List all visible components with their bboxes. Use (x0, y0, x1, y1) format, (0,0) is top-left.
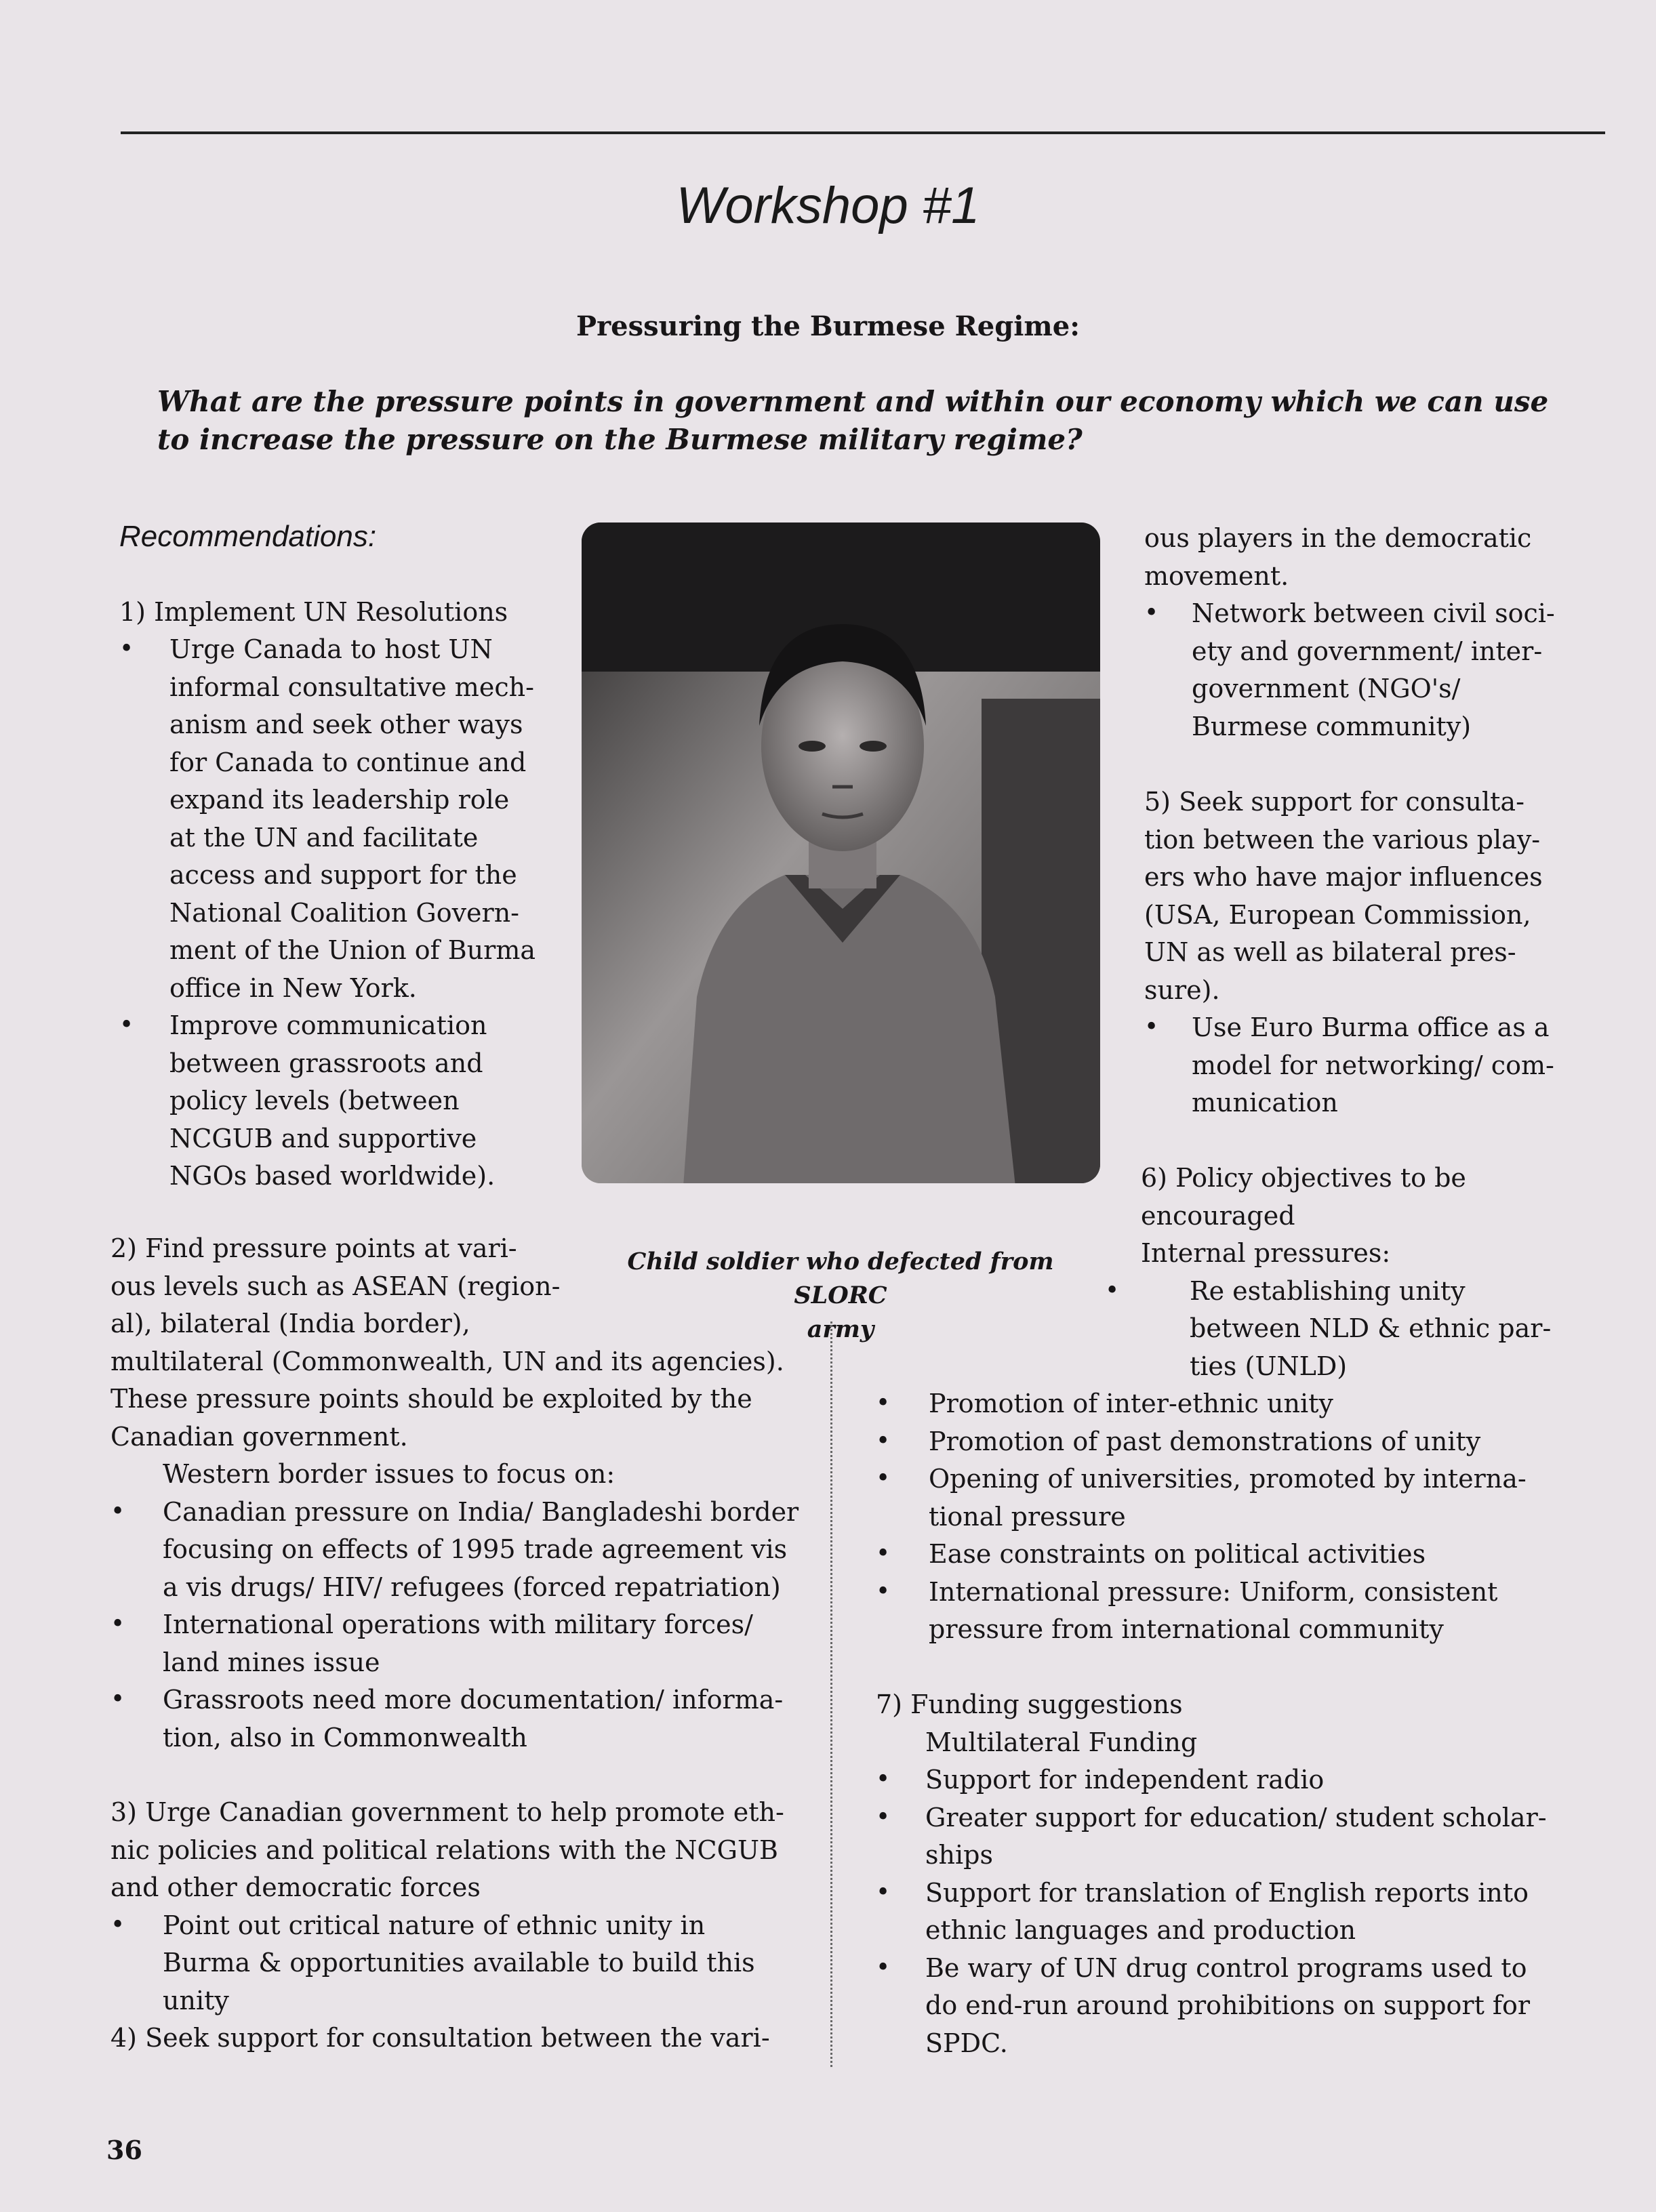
column-divider (830, 1322, 832, 2067)
text-line: policy levels (between (169, 1086, 460, 1115)
text-line: access and support for the (169, 860, 517, 890)
text-line: tional pressure (929, 1502, 1126, 1532)
text-line: for Canada to continue and (169, 747, 527, 777)
bullet-dot: • (110, 1610, 125, 1638)
text-line: Internal pressures: (1141, 1238, 1391, 1268)
text-line: Burmese community) (1192, 712, 1472, 741)
text-line: model for networking/ com- (1192, 1050, 1554, 1080)
text-line: Burma & opportunities available to build this (163, 1948, 755, 1978)
text-line: government (NGO's/ (1192, 674, 1461, 703)
text-line: ous levels such as ASEAN (region- (110, 1271, 561, 1301)
text-line: land mines issue (163, 1647, 380, 1677)
text-line: munication (1192, 1088, 1338, 1118)
workshop-subtitle: Pressuring the Burmese Regime: (576, 310, 1080, 342)
question-line: to increase the pressure on the Burmese military regime? (157, 423, 1083, 456)
text-line: Re establishing unity (1190, 1276, 1466, 1306)
text-line: ers who have major influences (1144, 862, 1543, 892)
text-line: Network between civil soci- (1192, 598, 1555, 628)
recommendations-label: Recommendations: (119, 520, 377, 553)
text-line: anism and seek other ways (169, 710, 523, 739)
bullet-dot: • (110, 1498, 125, 1525)
bullet-dot: • (876, 1803, 891, 1831)
text-line: Ease constraints on political activities (929, 1539, 1426, 1569)
text-line: Promotion of past demonstrations of unity (929, 1427, 1481, 1456)
text-line: nic policies and political relations with the NCGUB (110, 1835, 778, 1865)
bullet-dot: • (110, 1685, 125, 1713)
bullet-dot: • (876, 1578, 891, 1605)
text-line: Point out critical nature of ethnic unity in (163, 1910, 706, 1940)
bullet-dot: • (119, 635, 134, 663)
text-line: between grassroots and (169, 1048, 483, 1078)
text-line: UN as well as bilateral pres- (1144, 937, 1516, 967)
text-line: unity (163, 1986, 229, 2015)
guiding-question (157, 383, 1554, 459)
text-line: ties (UNLD) (1190, 1351, 1348, 1381)
text-line: (USA, European Commission, (1144, 900, 1531, 930)
bullet-dot: • (876, 1954, 891, 1982)
page-title: Workshop #1 (676, 177, 980, 234)
text-line: Canadian pressure on India/ Bangladeshi border (163, 1497, 799, 1527)
top-rule (121, 131, 1605, 134)
bullet-dot: • (876, 1879, 891, 1906)
text-line: NCGUB and supportive (169, 1124, 477, 1153)
text-line: Urge Canada to host UN (169, 634, 493, 664)
text-line: office in New York. (169, 973, 417, 1003)
text-line: ethnic languages and production (925, 1915, 1356, 1945)
text-line: movement. (1144, 561, 1289, 591)
text-line: at the UN and facilitate (169, 823, 479, 853)
text-line: sure). (1144, 975, 1220, 1005)
text-line: Opening of universities, promoted by interna- (929, 1464, 1527, 1494)
bullet-dot: • (119, 1011, 134, 1039)
text-line: Support for translation of English reports into (925, 1878, 1529, 1908)
text-line: Multilateral Funding (925, 1727, 1198, 1757)
caption-line: Child soldier who defected from SLORC (627, 1248, 1054, 1309)
text-line: ety and government/ inter- (1192, 636, 1543, 666)
text-line: a vis drugs/ HIV/ refugees (forced repatriation) (163, 1572, 781, 1602)
text-line: International pressure: Uniform, consistent (929, 1577, 1498, 1607)
text-line: National Coalition Govern- (169, 898, 520, 928)
bullet-dot: • (110, 1911, 125, 1939)
text-line: focusing on effects of 1995 trade agreement vis (163, 1534, 788, 1564)
text-line: ment of the Union of Burma (169, 935, 536, 965)
text-line: Promotion of inter-ethnic unity (929, 1389, 1333, 1418)
text-line: encouraged (1141, 1201, 1295, 1231)
photo-caption (597, 1245, 1085, 1347)
text-line: ships (925, 1840, 993, 1870)
bullet-dot: • (876, 1465, 891, 1492)
text-line: Support for independent radio (925, 1765, 1325, 1795)
text-line: between NLD & ethnic par- (1190, 1313, 1552, 1343)
text-line: Be wary of UN drug control programs used to (925, 1953, 1527, 1983)
text-line: International operations with military forces/ (163, 1610, 753, 1639)
text-line: Greater support for education/ student scholar- (925, 1803, 1547, 1832)
text-line: These pressure points should be exploited by the (110, 1384, 752, 1414)
bullet-dot: • (876, 1540, 891, 1568)
question-line: What are the pressure points in government and within our economy which we can use (157, 385, 1549, 418)
text-line: Canadian government. (110, 1422, 408, 1452)
text-line: tion, also in Commonwealth (163, 1723, 527, 1753)
bullet-dot: • (1105, 1277, 1120, 1305)
bullet-dot: • (876, 1427, 891, 1455)
text-line: multilateral (Commonwealth, UN and its agencies). (110, 1347, 784, 1376)
section-heading: 1) Implement UN Resolutions (119, 597, 508, 627)
photo-image (582, 523, 1100, 1183)
bullet-dot: • (876, 1389, 891, 1417)
text-line: tion between the various play- (1144, 825, 1541, 855)
section-heading: 4) Seek support for consultation between the vari- (110, 2023, 770, 2053)
bullet-dot: • (1144, 599, 1159, 627)
section-heading: 3) Urge Canadian government to help promote eth- (110, 1797, 784, 1827)
text-line: ous players in the democratic (1144, 523, 1532, 553)
text-line: Use Euro Burma office as a (1192, 1012, 1550, 1042)
text-line: Western border issues to focus on: (163, 1459, 615, 1489)
child-soldier-photo (582, 523, 1100, 1183)
text-line: Improve communication (169, 1010, 487, 1040)
section-heading: 7) Funding suggestions (876, 1689, 1183, 1719)
section-heading: 5) Seek support for consulta- (1144, 787, 1524, 817)
section-heading: 6) Policy objectives to be (1141, 1163, 1466, 1193)
text-line: SPDC. (925, 2028, 1008, 2058)
page-number: 36 (106, 2135, 142, 2165)
section-heading: 2) Find pressure points at vari- (110, 1233, 517, 1263)
text-line: expand its leadership role (169, 785, 510, 815)
text-line: informal consultative mech- (169, 672, 534, 702)
text-line: NGOs based worldwide). (169, 1161, 496, 1191)
caption-line: army (807, 1315, 874, 1343)
bullet-dot: • (876, 1765, 891, 1793)
text-line: Grassroots need more documentation/ informa- (163, 1685, 784, 1715)
text-line: al), bilateral (India border), (110, 1309, 470, 1338)
text-line: and other democratic forces (110, 1872, 481, 1902)
bullet-dot: • (1144, 1013, 1159, 1041)
text-line: pressure from international community (929, 1614, 1444, 1644)
text-line: do end-run around prohibitions on support for (925, 1990, 1531, 2020)
